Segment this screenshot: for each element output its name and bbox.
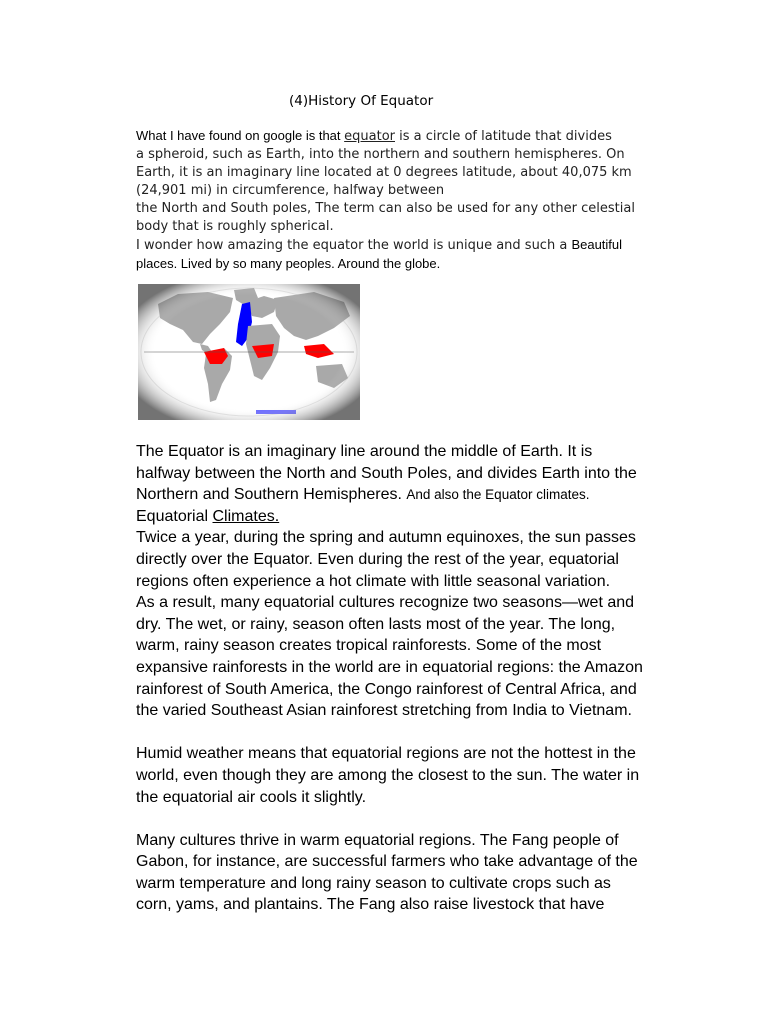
intro-line: the North and South poles, The term can also be used for any other celestial	[136, 201, 635, 216]
paragraph-line: Many cultures thrive in warm equatorial regions. The Fang people of	[136, 831, 619, 849]
climates-link[interactable]: Climates.	[212, 507, 280, 525]
paragraph-line: the varied Southeast Asian rainforest stretching from India to Vietnam.	[136, 702, 632, 720]
paragraph-text: Equatorial	[136, 507, 213, 525]
paragraph-line	[136, 506, 681, 528]
paragraph-line: Humid weather means that equatorial regions are not the hottest in the	[136, 745, 636, 763]
paragraph-line: corn, yams, and plantains. The Fang also raise livestock that have	[136, 896, 605, 914]
page-title: (4)History Of Equator	[289, 93, 434, 109]
paragraph-line: The Equator is an imaginary line around the middle of Earth. It is	[136, 443, 593, 460]
intro-text: is a circle of latitude that divides	[395, 129, 612, 144]
body-text	[136, 441, 681, 916]
intro-line	[136, 127, 676, 146]
paragraph-spacer	[136, 722, 681, 744]
paragraph-line	[136, 484, 681, 506]
intro-line: Earth, it is an imaginary line located at 0 degrees latitude, about 40,075 km	[136, 165, 632, 180]
paragraph-line: warm temperature and long rainy season to cultivate crops such as	[136, 874, 611, 892]
paragraph-line: the equatorial air cools it slightly.	[136, 788, 367, 806]
paragraph-text: Northern and Southern Hemispheres.	[136, 486, 407, 504]
intro-line: a spheroid, such as Earth, into the northern and southern hemispheres. On	[136, 147, 625, 162]
paragraph-line: rainforest of South America, the Congo rainforest of Central Africa, and	[136, 680, 637, 698]
intro-text: I wonder how amazing the equator the world is unique and such a	[136, 238, 572, 253]
paragraph-line: Twice a year, during the spring and autumn equinoxes, the sun passes	[136, 529, 636, 547]
paragraph-line: world, even though they are among the closest to the sun. The water in	[136, 766, 640, 784]
intro-line: (24,901 mi) in circumference, halfway between	[136, 183, 445, 198]
paragraph-text: And also the Equator climates.	[406, 487, 590, 503]
paragraph-line: regions often experience a hot climate with little seasonal variation.	[136, 572, 611, 590]
equator-world-map-image	[138, 284, 360, 420]
intro-text: Beautiful	[571, 237, 623, 252]
intro-paragraph	[136, 127, 676, 273]
paragraph-spacer	[136, 808, 681, 830]
equator-link[interactable]: equator	[344, 129, 395, 144]
map-vignette	[138, 284, 360, 420]
intro-text: What I have found on google is that	[136, 128, 345, 143]
intro-line: places. Lived by so many peoples. Around the globe.	[136, 256, 441, 271]
paragraph-line: Gabon, for instance, are successful farmers who take advantage of the	[136, 853, 638, 871]
paragraph-line: As a result, many equatorial cultures recognize two seasons—wet and	[136, 594, 635, 612]
paragraph-line: warm, rainy season creates tropical rainforests. Some of the most	[136, 637, 602, 655]
paragraph-line: expansive rainforests in the world are in equatorial regions: the Amazon	[136, 658, 643, 676]
paragraph-line: halfway between the North and South Poles, and divides Earth into the	[136, 464, 637, 482]
paragraph-line: dry. The wet, or rainy, season often lasts most of the year. The long,	[136, 615, 616, 633]
intro-line: body that is roughly spherical.	[136, 219, 334, 234]
intro-line	[136, 236, 676, 255]
paragraph-line: directly over the Equator. Even during the rest of the year, equatorial	[136, 550, 619, 568]
